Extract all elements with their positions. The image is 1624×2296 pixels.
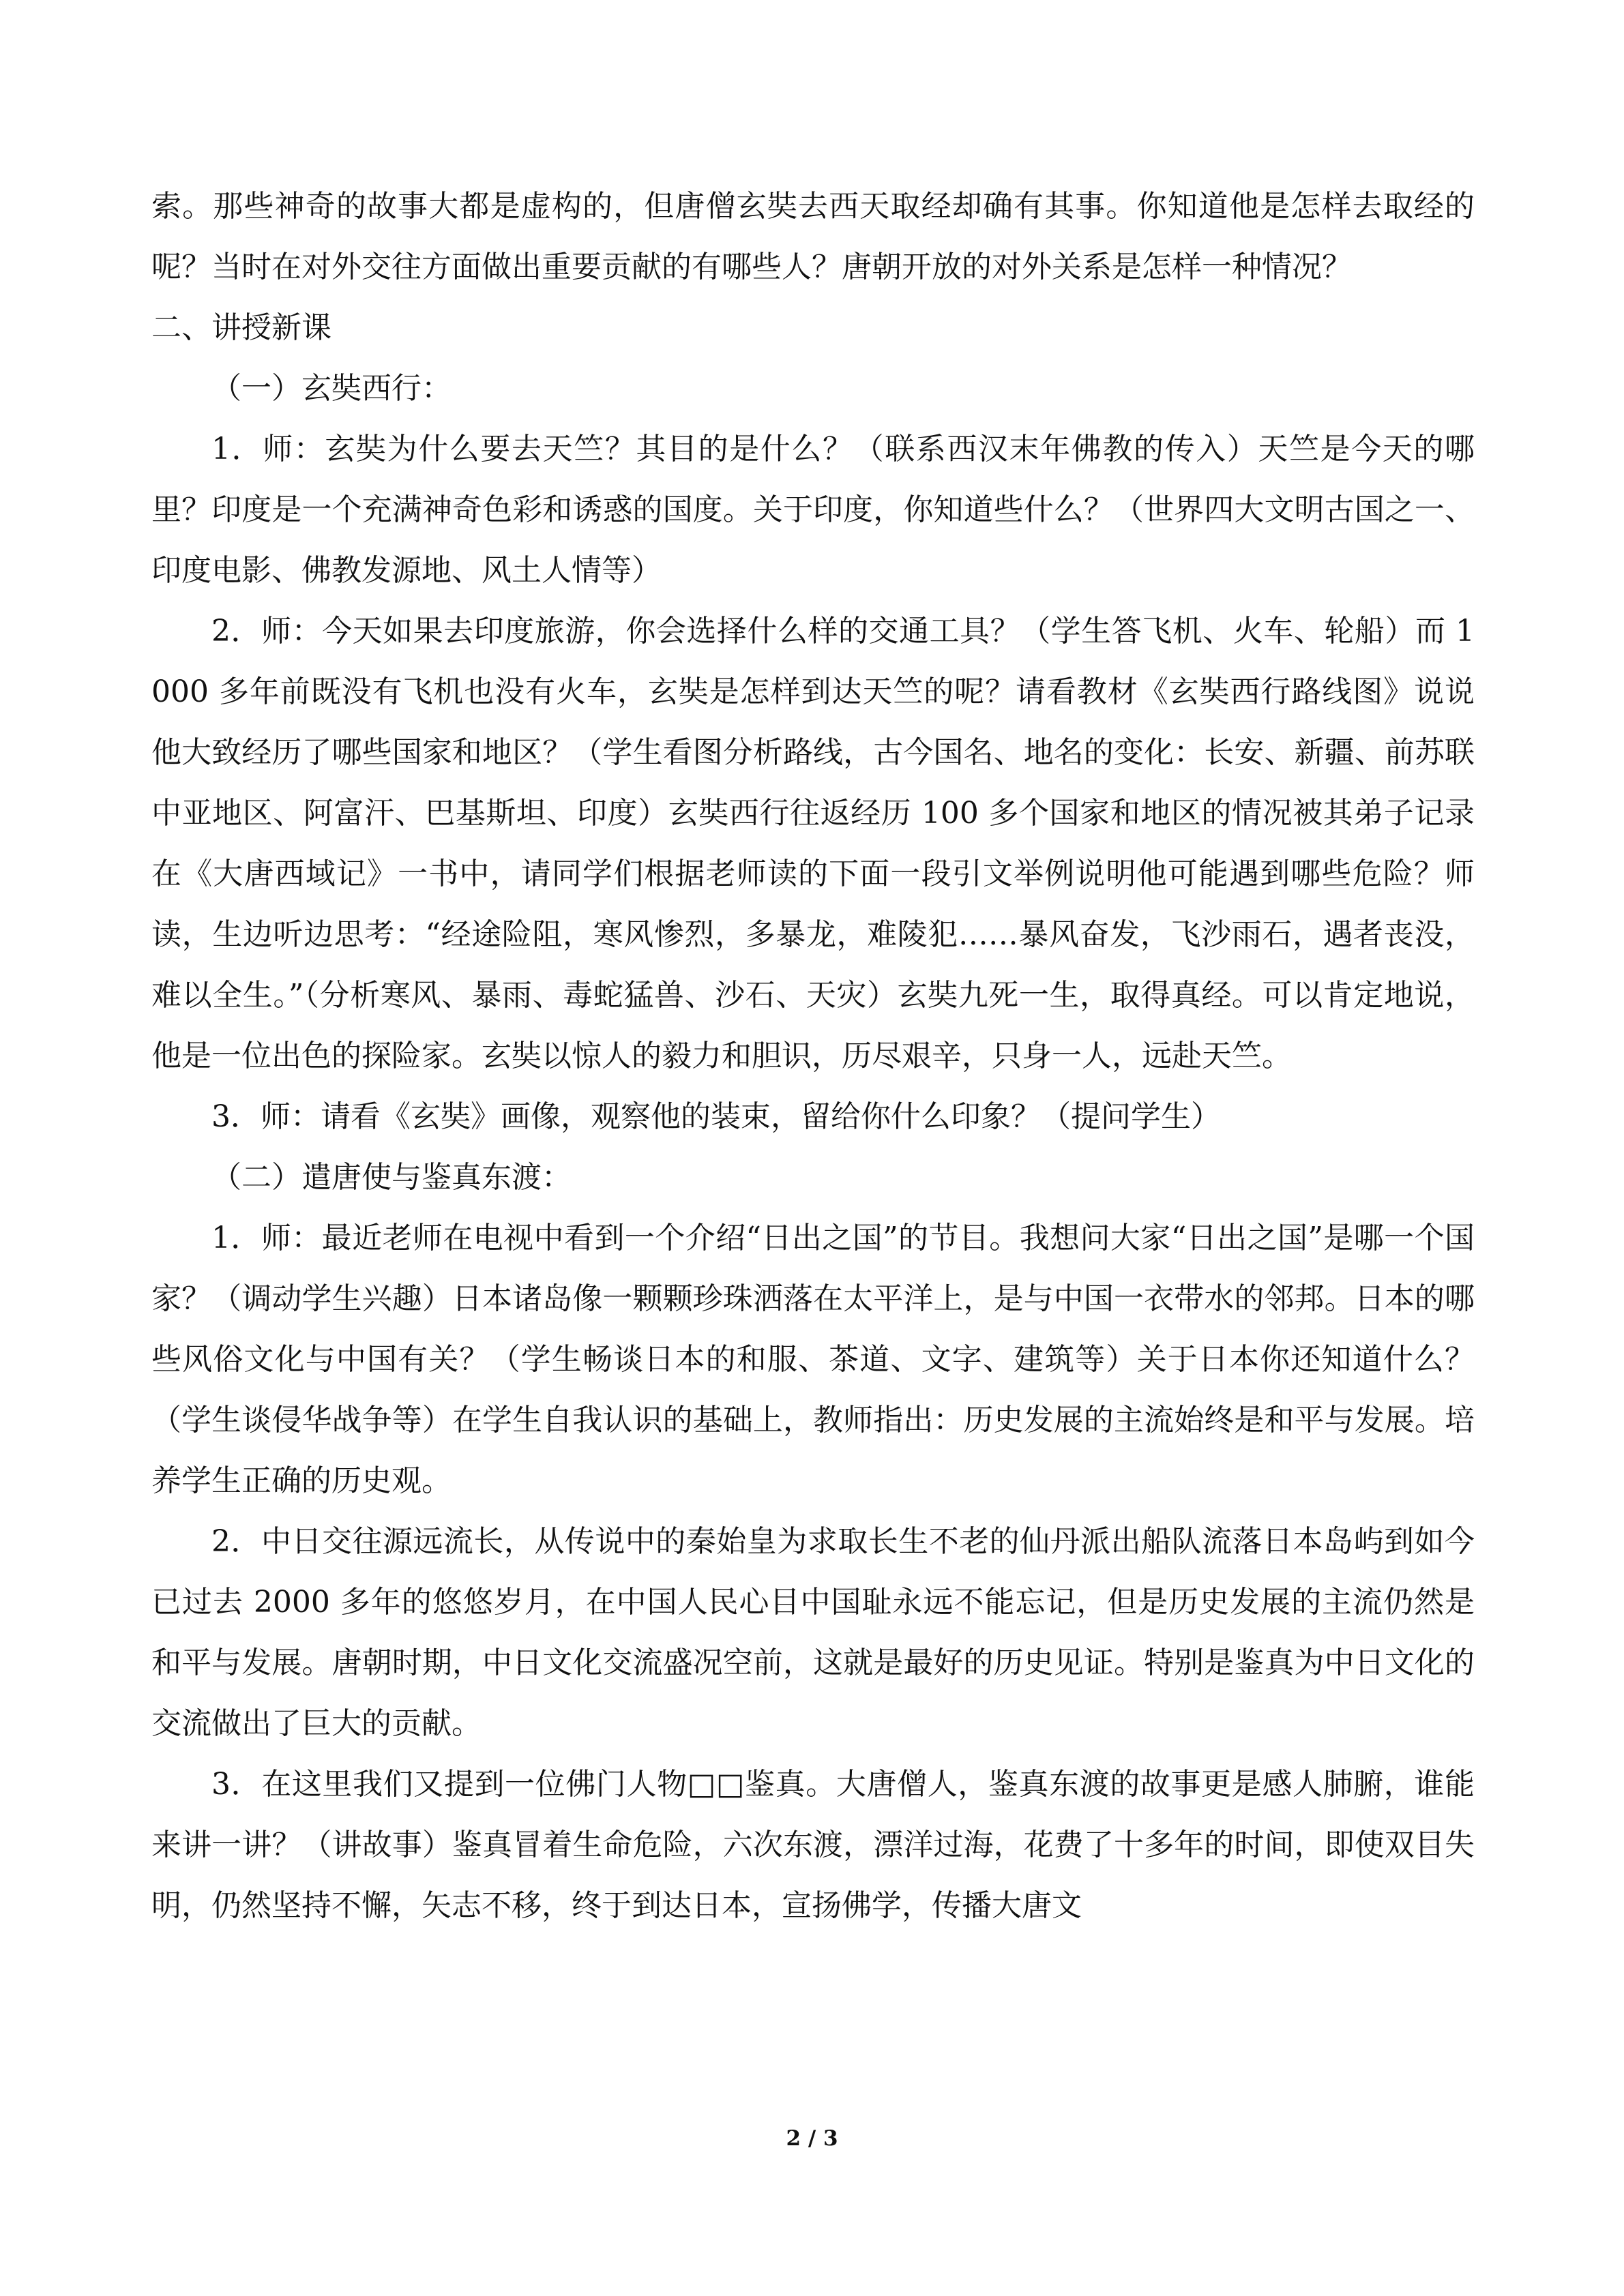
subsection-heading-jianzhen: （二）遣唐使与鉴真东渡： (211, 1160, 572, 1195)
paragraph-xuanzang-1: 1．师：玄奘为什么要去天竺？其目的是什么？（联系西汉末年佛教的传入）天竺是今天的哪里？印度是一个充满神奇色彩和诱惑的国度。关于印度，你知道些什么？（世界四大文明古国之一、印度电影、佛教发源地、风土人情等） (151, 432, 1475, 588)
paragraph-xuanzang-3: 3．师：请看《玄奘》画像，观察他的装束，留给你什么印象？（提问学生） (211, 1099, 1221, 1134)
page-number: 2 / 3 (786, 2126, 838, 2151)
paragraph-jianzhen-2: 2．中日交往源远流长，从传说中的秦始皇为求取长生不老的仙丹派出船队流落日本岛屿到如今已过去 2000 多年的悠悠岁月，在中国人民心目中国耻永远不能忘记，但是历史发展的主流仍然是和平与发展。唐朝时期，中日文化交流盛况空前，这就是最好的历史见证。特别是鉴真为中日文化的交流做出了巨大的贡献。 (151, 1524, 1475, 1741)
paragraph-xuanzang-2: 2．师：今天如果去印度旅游，你会选择什么样的交通工具？（学生答飞机、火车、轮船）而 1000 多年前既没有飞机也没有火车，玄奘是怎样到达天竺的呢？请看教材《玄奘西行路线图》说说他大致经历了哪些国家和地区？（学生看图分析路线，古今国名、地名的变化：长安、新疆、前苏联中亚地区、阿富汗、巴基斯坦、印度）玄奘西行往返经历 100 多个国家和地区的情况被其弟子记录在《大唐西域记》一书中，请同学们根据老师读的下面一段引文举例说明他可能遇到哪些危险？师读，生边听边思考：“经途险阻，寒风惨烈，多暴龙，难陵犯……暴风奋发，飞沙雨石，遇者丧没，难以全生。”（分析寒风、暴雨、毒蛇猛兽、沙石、天灾）玄奘九死一生，取得真经。可以肯定地说，他是一位出色的探险家。玄奘以惊人的毅力和胆识，历尽艰辛，只身一人，远赴天竺。 (151, 614, 1475, 1073)
subsection-heading-xuanzang: （一）玄奘西行： (211, 371, 452, 406)
paragraph-jianzhen-1: 1．师：最近老师在电视中看到一个介绍“日出之国”的节目。我想问大家“日出之国”是哪一个国家？（调动学生兴趣）日本诸岛像一颗颗珍珠洒落在太平洋上，是与中国一衣带水的邻邦。日本的哪些风俗文化与中国有关？（学生畅谈日本的和服、茶道、文字、建筑等）关于日本你还知道什么？（学生谈侵华战争等）在学生自我认识的基础上，教师指出：历史发展的主流始终是和平与发展。培养学生正确的历史观。 (151, 1221, 1475, 1498)
paragraph-intro-continuation: 索。那些神奇的故事大都是虚构的，但唐僧玄奘去西天取经却确有其事。你知道他是怎样去取经的呢？当时在对外交往方面做出重要贡献的有哪些人？唐朝开放的对外关系是怎样一种情况？ (151, 189, 1475, 284)
paragraph-jianzhen-3: 3．在这里我们又提到一位佛门人物□□鉴真。大唐僧人，鉴真东渡的故事更是感人肺腑，谁能来讲一讲？（讲故事）鉴真冒着生命危险，六次东渡，漂洋过海，花费了十多年的时间，即使双目失明，仍然坚持不懈，矢志不移，终于到达日本，宣扬佛学，传播大唐文 (151, 1767, 1475, 1923)
document-body (151, 176, 1475, 1936)
section-heading-new-lesson: 二、讲授新课 (151, 310, 331, 345)
